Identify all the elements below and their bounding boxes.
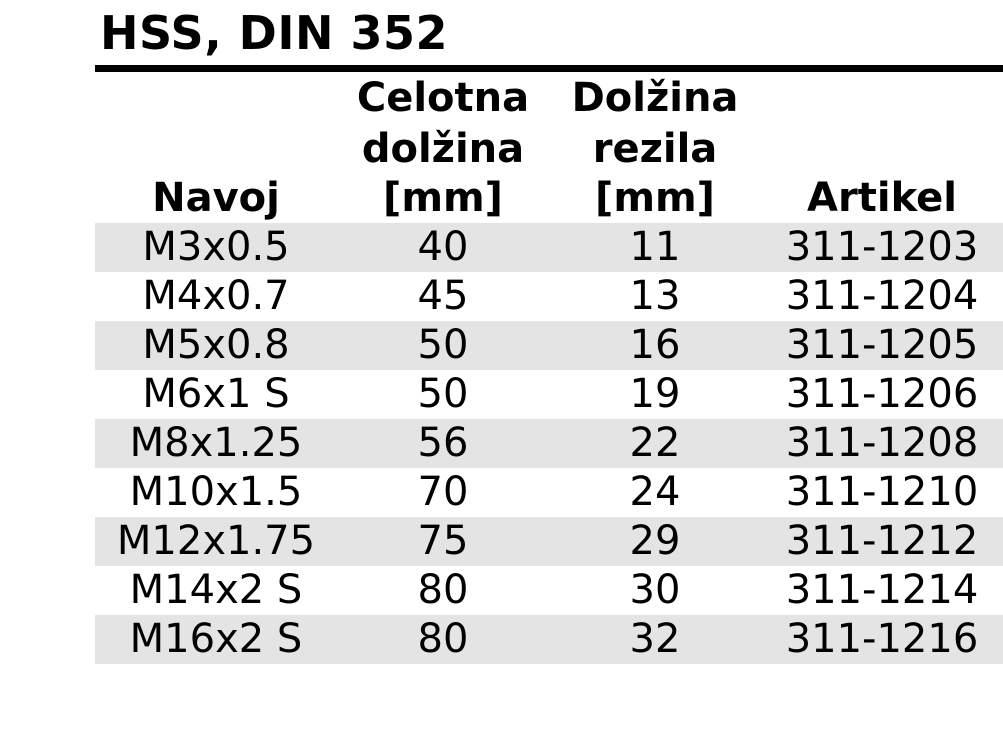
cell-dolzina-rezila: 16 xyxy=(549,321,761,370)
table-row xyxy=(95,370,1003,419)
cell-dolzina-rezila: 19 xyxy=(629,370,681,417)
cell-navoj: M8x1.25 xyxy=(95,419,337,468)
header-cell: rezila xyxy=(592,125,718,172)
cell-celotna-dolzina: 80 xyxy=(417,566,469,613)
cell-navoj: M16x2 S xyxy=(95,615,337,664)
page-title: HSS, DIN 352 xyxy=(100,6,449,60)
cell-dolzina-rezila: 24 xyxy=(629,468,681,515)
cell-artikel: 311-1214 xyxy=(785,566,979,613)
cell-artikel: 311-1216 xyxy=(761,615,1003,664)
header-cell xyxy=(761,123,1003,174)
table-row xyxy=(95,566,1003,615)
table-header-row xyxy=(95,72,1003,123)
header-cell: Dolžina xyxy=(571,74,739,121)
cell-dolzina-rezila: 32 xyxy=(549,615,761,664)
table-row xyxy=(95,468,1003,517)
cell-dolzina-rezila: 30 xyxy=(629,566,681,613)
header-cell-celotna-dolzina: [mm] xyxy=(383,174,503,221)
table-row xyxy=(95,517,1003,566)
cell-navoj: M5x0.8 xyxy=(95,321,337,370)
cell-artikel: 311-1205 xyxy=(761,321,1003,370)
cell-artikel: 311-1208 xyxy=(761,419,1003,468)
cell-celotna-dolzina: 45 xyxy=(417,272,469,319)
cell-dolzina-rezila: 22 xyxy=(549,419,761,468)
table-header-row xyxy=(95,123,1003,174)
cell-artikel: 311-1203 xyxy=(761,223,1003,272)
cell-dolzina-rezila: 11 xyxy=(549,223,761,272)
cell-navoj: M3x0.5 xyxy=(95,223,337,272)
cell-celotna-dolzina: 50 xyxy=(337,321,549,370)
cell-navoj: M6x1 S xyxy=(142,370,290,417)
cell-dolzina-rezila: 13 xyxy=(629,272,681,319)
cell-navoj: M12x1.75 xyxy=(95,517,337,566)
header-cell: Celotna xyxy=(356,74,530,121)
table-head xyxy=(95,72,1003,223)
cell-celotna-dolzina: 50 xyxy=(417,370,469,417)
cell-dolzina-rezila: 29 xyxy=(549,517,761,566)
title-divider xyxy=(95,65,1003,72)
cell-celotna-dolzina: 40 xyxy=(337,223,549,272)
cell-navoj: M14x2 S xyxy=(129,566,303,613)
header-cell: dolžina xyxy=(361,125,525,172)
cell-artikel: 311-1204 xyxy=(785,272,979,319)
table-row xyxy=(95,615,1003,664)
header-cell xyxy=(95,72,337,123)
table-row xyxy=(95,272,1003,321)
cell-navoj: M4x0.7 xyxy=(142,272,290,319)
table-row xyxy=(95,223,1003,272)
table-body xyxy=(95,223,1003,664)
cell-artikel: 311-1206 xyxy=(785,370,979,417)
cell-celotna-dolzina: 56 xyxy=(337,419,549,468)
cell-navoj: M10x1.5 xyxy=(129,468,303,515)
cell-artikel: 311-1210 xyxy=(785,468,979,515)
header-cell-navoj: Navoj xyxy=(152,174,280,221)
header-cell xyxy=(95,123,337,174)
table-row xyxy=(95,321,1003,370)
cell-celotna-dolzina: 75 xyxy=(337,517,549,566)
specification-table xyxy=(95,72,1003,664)
cell-celotna-dolzina: 80 xyxy=(337,615,549,664)
header-cell-dolzina-rezila: [mm] xyxy=(595,174,715,221)
table-header-row xyxy=(95,174,1003,223)
header-cell xyxy=(761,72,1003,123)
header-cell-artikel: Artikel xyxy=(807,174,957,221)
cell-celotna-dolzina: 70 xyxy=(417,468,469,515)
table-row xyxy=(95,419,1003,468)
cell-artikel: 311-1212 xyxy=(761,517,1003,566)
